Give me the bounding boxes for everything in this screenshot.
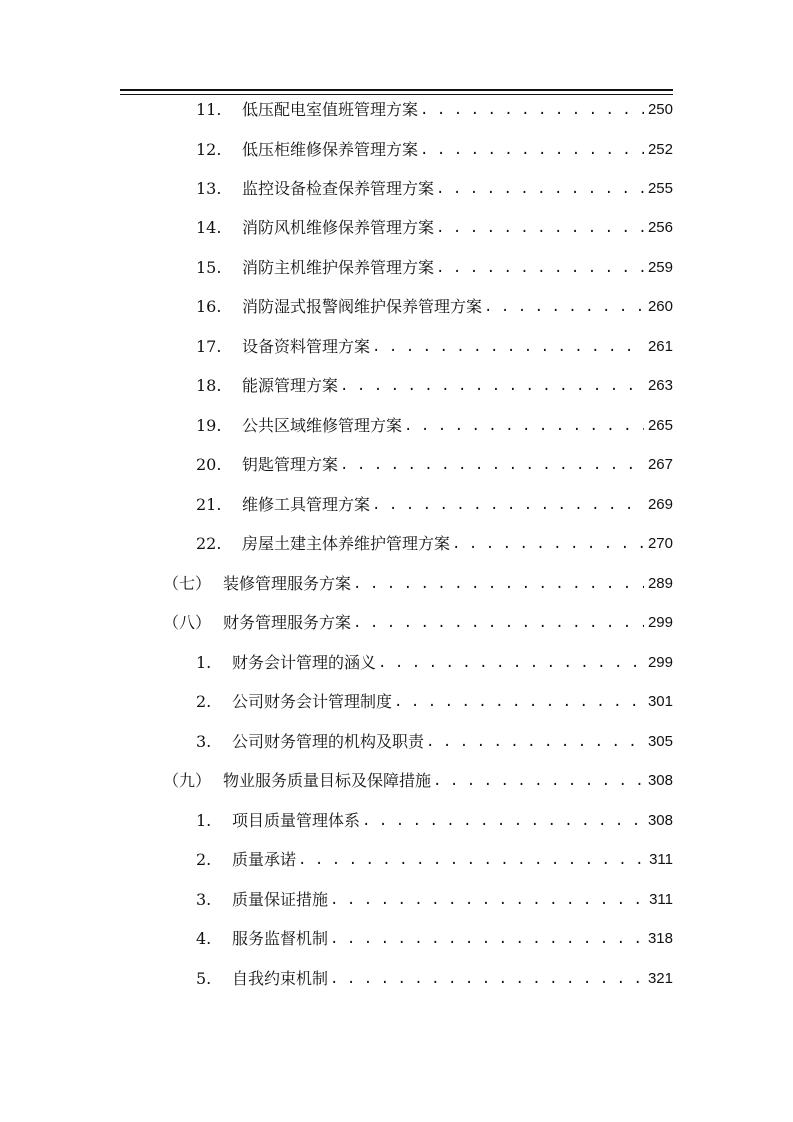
toc-dot-leader <box>340 451 644 479</box>
toc-dot-leader <box>330 925 644 953</box>
toc-entry-page: 261 <box>647 338 673 355</box>
toc-entry[interactable] <box>163 570 673 598</box>
header-rule-thin <box>120 94 673 95</box>
toc-entry-number: 11. <box>196 100 222 119</box>
toc-entry-title: 维修工具管理方案 <box>242 495 371 514</box>
toc-dot-leader <box>394 688 644 716</box>
toc-dot-leader <box>372 333 644 361</box>
toc-entry-number: （八） <box>163 613 212 632</box>
toc-entry-page: 267 <box>647 456 673 473</box>
toc-entry-page: 260 <box>647 298 673 315</box>
toc-entry-page: 299 <box>647 614 673 631</box>
toc-entry[interactable] <box>196 412 673 440</box>
toc-entry[interactable] <box>196 846 673 874</box>
toc-entry-title: 自我约束机制 <box>232 969 329 988</box>
toc-dot-leader <box>378 649 644 677</box>
toc-entry-title: 装修管理服务方案 <box>223 574 352 593</box>
toc-entry-number: 2. <box>196 850 212 869</box>
toc-entry-page: 321 <box>647 970 673 987</box>
toc-entry-number: 18. <box>196 376 222 395</box>
toc-entry-number: 16. <box>196 297 222 316</box>
toc-entry-page: 270 <box>647 535 673 552</box>
toc-entry[interactable] <box>196 649 673 677</box>
toc-entry-number: 5. <box>196 969 212 988</box>
toc-entry-page: 308 <box>647 812 673 829</box>
toc-entry[interactable] <box>196 333 673 361</box>
header-rule-thick <box>120 89 673 91</box>
toc-dot-leader <box>436 254 644 282</box>
toc-entry-number: 3. <box>196 890 212 909</box>
toc-dot-leader <box>330 965 644 993</box>
toc-dot-leader <box>330 886 645 914</box>
toc-entry-title: 能源管理方案 <box>242 376 339 395</box>
toc-entry-number: 15. <box>196 258 222 277</box>
toc-entry-title: 消防风机维修保养管理方案 <box>242 218 435 237</box>
toc-entry-page: 265 <box>647 417 673 434</box>
toc-entry-title: 公司财务管理的机构及职责 <box>232 732 425 751</box>
toc-dot-leader <box>353 609 644 637</box>
toc-dot-leader <box>353 570 644 598</box>
toc-entry-number: （七） <box>163 574 212 593</box>
toc-entry[interactable] <box>196 254 673 282</box>
toc-entry[interactable] <box>196 214 673 242</box>
toc-entry-page: 250 <box>647 101 673 118</box>
toc-entry-page: 252 <box>647 141 673 158</box>
toc-dot-leader <box>484 293 644 321</box>
toc-entry-number: 21. <box>196 495 222 514</box>
toc-entry-page: 305 <box>647 733 673 750</box>
toc-dot-leader <box>433 767 644 795</box>
toc-dot-leader <box>372 491 644 519</box>
toc-entry-page: 311 <box>649 851 673 868</box>
toc-entry[interactable] <box>196 530 673 558</box>
toc-entry-number: 22. <box>196 534 222 553</box>
toc-entry-number: 2. <box>196 692 212 711</box>
toc-entry-title: 房屋土建主体养维护管理方案 <box>242 534 451 553</box>
toc-dot-leader <box>420 96 644 124</box>
toc-entry-title: 物业服务质量目标及保障措施 <box>223 771 432 790</box>
toc-entry-title: 监控设备检查保养管理方案 <box>242 179 435 198</box>
toc-entry-number: （九） <box>163 771 212 790</box>
toc-entry-number: 14. <box>196 218 222 237</box>
toc-entry-number: 3. <box>196 732 212 751</box>
toc-entry-number: 1. <box>196 653 212 672</box>
toc-entry[interactable] <box>196 175 673 203</box>
toc-entry-page: 301 <box>647 693 673 710</box>
toc-entry[interactable] <box>196 886 673 914</box>
toc-entry-title: 公共区域维修管理方案 <box>242 416 403 435</box>
toc-entry-number: 17. <box>196 337 222 356</box>
toc-entry-number: 4. <box>196 929 212 948</box>
toc-dot-leader <box>426 728 644 756</box>
toc-entry[interactable] <box>196 136 673 164</box>
toc-entry-title: 项目质量管理体系 <box>232 811 361 830</box>
toc-entry-page: 269 <box>647 496 673 513</box>
toc-entry-number: 19. <box>196 416 222 435</box>
toc-entry-title: 消防主机维护保养管理方案 <box>242 258 435 277</box>
toc-entry-page: 259 <box>647 259 673 276</box>
toc-entry-number: 13. <box>196 179 222 198</box>
toc-entry-number: 12. <box>196 140 222 159</box>
toc-entry-page: 318 <box>647 930 673 947</box>
toc-entry[interactable] <box>196 728 673 756</box>
toc-dot-leader <box>298 846 645 874</box>
toc-entry-title: 财务管理服务方案 <box>223 613 352 632</box>
toc-entry-title: 质量承诺 <box>232 850 297 869</box>
toc-dot-leader <box>436 214 644 242</box>
toc-entry-title: 质量保证措施 <box>232 890 329 909</box>
toc-entry-number: 1. <box>196 811 212 830</box>
toc-entry[interactable] <box>196 293 673 321</box>
toc-entry-title: 消防湿式报警阀维护保养管理方案 <box>242 297 483 316</box>
toc-entry[interactable] <box>163 609 673 637</box>
toc-entry-page: 308 <box>647 772 673 789</box>
toc-entry-title: 钥匙管理方案 <box>242 455 339 474</box>
toc-entry[interactable] <box>196 491 673 519</box>
toc-entry-page: 263 <box>647 377 673 394</box>
toc-dot-leader <box>452 530 644 558</box>
toc-entry-title: 公司财务会计管理制度 <box>232 692 393 711</box>
toc-entry[interactable] <box>163 767 673 795</box>
toc-entry[interactable] <box>196 96 673 124</box>
toc-entry-number: 20. <box>196 455 222 474</box>
toc-dot-leader <box>404 412 644 440</box>
toc-entry[interactable] <box>196 372 673 400</box>
toc-entry-page: 289 <box>647 575 673 592</box>
toc-entry[interactable] <box>196 688 673 716</box>
toc-dot-leader <box>420 136 644 164</box>
toc-entry-title: 设备资料管理方案 <box>242 337 371 356</box>
toc-entry-page: 311 <box>649 891 673 908</box>
toc-dot-leader <box>436 175 644 203</box>
toc-entry[interactable] <box>196 925 673 953</box>
toc-dot-leader <box>362 807 644 835</box>
toc-entry[interactable] <box>196 807 673 835</box>
toc-entry-page: 255 <box>647 180 673 197</box>
toc-entry-page: 256 <box>647 219 673 236</box>
toc-entry-title: 低压配电室值班管理方案 <box>242 100 419 119</box>
toc-entry-title: 财务会计管理的涵义 <box>232 653 377 672</box>
toc-entry-title: 低压柜维修保养管理方案 <box>242 140 419 159</box>
toc-dot-leader <box>340 372 644 400</box>
toc-entry[interactable] <box>196 451 673 479</box>
toc-entry-title: 服务监督机制 <box>232 929 329 948</box>
toc-entry[interactable] <box>196 965 673 993</box>
toc-entry-page: 299 <box>647 654 673 671</box>
